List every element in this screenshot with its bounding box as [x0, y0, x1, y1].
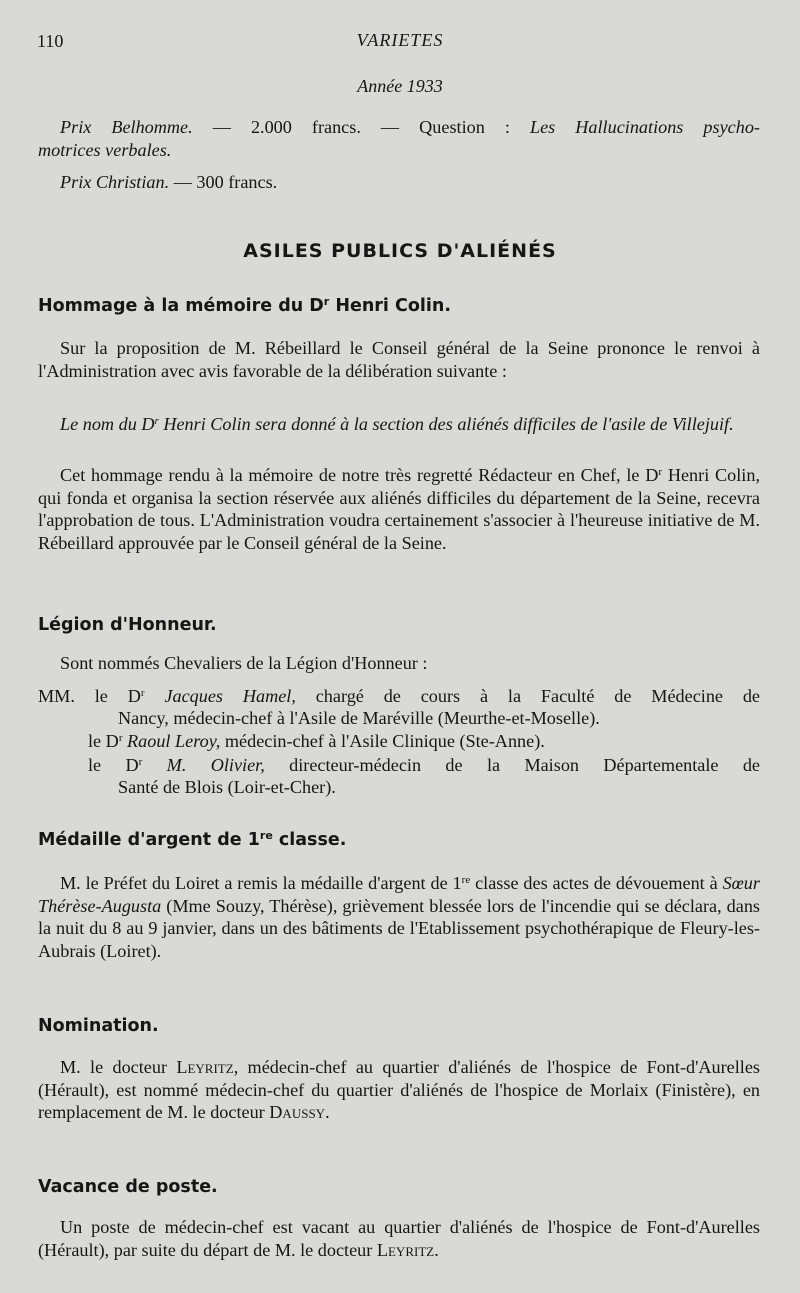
prize-belhomme-subject-cont: motrices verbales.: [38, 140, 172, 160]
medaille-paragraph: [38, 872, 760, 962]
medaille-p-a: M. le Préfet du Loiret a remis la médaille d'argent de 1: [60, 873, 462, 893]
prize-year: Année 1933: [357, 76, 443, 96]
vacance-paragraph: [38, 1216, 760, 1261]
hommage-quote-b: Henri Colin sera donné à la section des aliénés difficiles de l'asile de Villejuif.: [158, 414, 734, 434]
hommage-paragraph-1: Sur la proposition de M. Rébeillard le Conseil général de la Seine prononce le renvoi à l'Administration avec avis favorable de la délibération suivante :: [38, 338, 760, 381]
nomination-heading: Nomination.: [38, 1016, 159, 1036]
hommage-heading-sup: r: [323, 295, 330, 308]
legion-mm: MM.: [38, 686, 75, 706]
hommage-quote-sup: r: [154, 415, 159, 427]
hommage-quote: [38, 413, 760, 436]
nomination-p-c: .: [325, 1102, 330, 1122]
prize-christian-amount: — 300 francs.: [169, 172, 278, 192]
legion-nominee-1: [38, 685, 760, 708]
hommage-heading: [38, 296, 451, 316]
legion-nominee-3-name: M. Olivier,: [166, 755, 265, 775]
prize-belhomme-name: Prix Belhomme.: [60, 117, 193, 137]
medaille-heading-text: Médaille d'argent de 1: [38, 830, 260, 850]
hommage-heading-name: Henri Colin.: [329, 296, 451, 316]
dr-prefix: le D: [94, 686, 141, 706]
dr-sup: r: [118, 732, 123, 744]
prize-christian: [60, 172, 277, 193]
hommage-p2-a: Cet hommage rendu à la mémoire de notre très regretté Rédacteur en Chef, le D: [60, 465, 659, 485]
prize-christian-name: Prix Christian.: [60, 172, 170, 192]
legion-nominee-2-name: Raoul Leroy,: [127, 731, 221, 751]
nomination-name-1: Leyritz: [176, 1057, 234, 1077]
nomination-p-a: M. le docteur: [60, 1057, 177, 1077]
medaille-p-c: (Mme Souzy, Thérèse), grièvement blessée lors de l'incendie qui se déclara, dans la nuit du 8 au 9 janvier, dans un des bâtiments de l'Etablissement psychothérapique de Fleury-les-Aubrais (Loiret).: [38, 895, 760, 961]
legion-nominee-3-text: directeur-médecin de la Maison Départementale de: [264, 755, 761, 775]
medaille-p-name: Sœur Thérèse-Augusta: [38, 873, 760, 916]
hommage-quote-a: Le nom du D: [60, 414, 155, 434]
legion-heading: Légion d'Honneur.: [38, 615, 217, 635]
legion-nominee-3: [88, 754, 760, 777]
prize-belhomme-amount: — 2.000 francs. — Question :: [192, 117, 530, 137]
legion-nominee-2: [88, 731, 545, 752]
section-title: ASILES PUBLICS D'ALIÉNÉS: [243, 240, 557, 262]
nomination-p-b: , médecin-chef au quartier d'aliénés de l'hospice de Font-d'Aurelles (Hérault), est nommé médecin-chef du quartier d'aliénés de l'hospice de Morlaix (Finistère), en remplacement de M. le docteur: [38, 1057, 760, 1122]
dr-prefix: le D: [88, 731, 119, 751]
vacance-p-b: .: [434, 1239, 439, 1260]
vacance-name: Leyritz: [376, 1239, 435, 1260]
dr-sup: r: [138, 756, 143, 768]
dr-prefix: le D: [88, 755, 139, 775]
medaille-p-sup: re: [461, 874, 471, 886]
dr-sup: r: [140, 687, 145, 699]
medaille-heading-sup: re: [259, 829, 273, 842]
prize-belhomme-line: [38, 116, 760, 139]
legion-nominee-2-text: médecin-chef à l'Asile Clinique (Ste-Anne).: [220, 731, 545, 751]
legion-nominee-1-name: Jacques Hamel,: [164, 686, 296, 706]
hommage-paragraph-2: [38, 464, 760, 554]
nomination-name-2: Daussy: [269, 1102, 326, 1122]
medaille-heading: [38, 830, 346, 850]
hommage-p2-sup: r: [658, 466, 663, 478]
medaille-p-b: classe des actes de dévouement à: [470, 873, 723, 893]
running-title: VARIETES: [356, 30, 444, 50]
legion-nominee-1-text: chargé de cours à la Faculté de Médecine de: [295, 686, 761, 706]
vacance-p-a: Un poste de médecin-chef est vacant au quartier d'aliénés de l'hospice de Font-d'Aurelles (Hérault), par suite du départ de M. le docteur: [38, 1217, 760, 1260]
legion-intro: Sont nommés Chevaliers de la Légion d'Honneur :: [60, 653, 428, 673]
prize-belhomme-subject: Les Hallucinations psycho-: [529, 117, 760, 137]
hommage-heading-text: Hommage à la mémoire du D: [38, 296, 324, 316]
legion-nominee-1-cont: Nancy, médecin-chef à l'Asile de Maréville (Meurthe-et-Moselle).: [118, 708, 600, 728]
legion-nominee-3-cont: Santé de Blois (Loir-et-Cher).: [118, 777, 336, 797]
hommage-p2-b: Henri Colin, qui fonda et organisa la section réservée aux aliénés difficiles du département de la Seine, recevra l'approbation de tous. L'Administration voudra certainement s'associer à l'heureuse initiative de M. Rébeillard approuvée par le Conseil général de la Seine.: [38, 465, 760, 553]
page-number: 110: [37, 31, 64, 51]
medaille-heading-end: classe.: [272, 830, 347, 850]
vacance-heading: Vacance de poste.: [38, 1177, 218, 1197]
nomination-paragraph: [38, 1056, 760, 1124]
